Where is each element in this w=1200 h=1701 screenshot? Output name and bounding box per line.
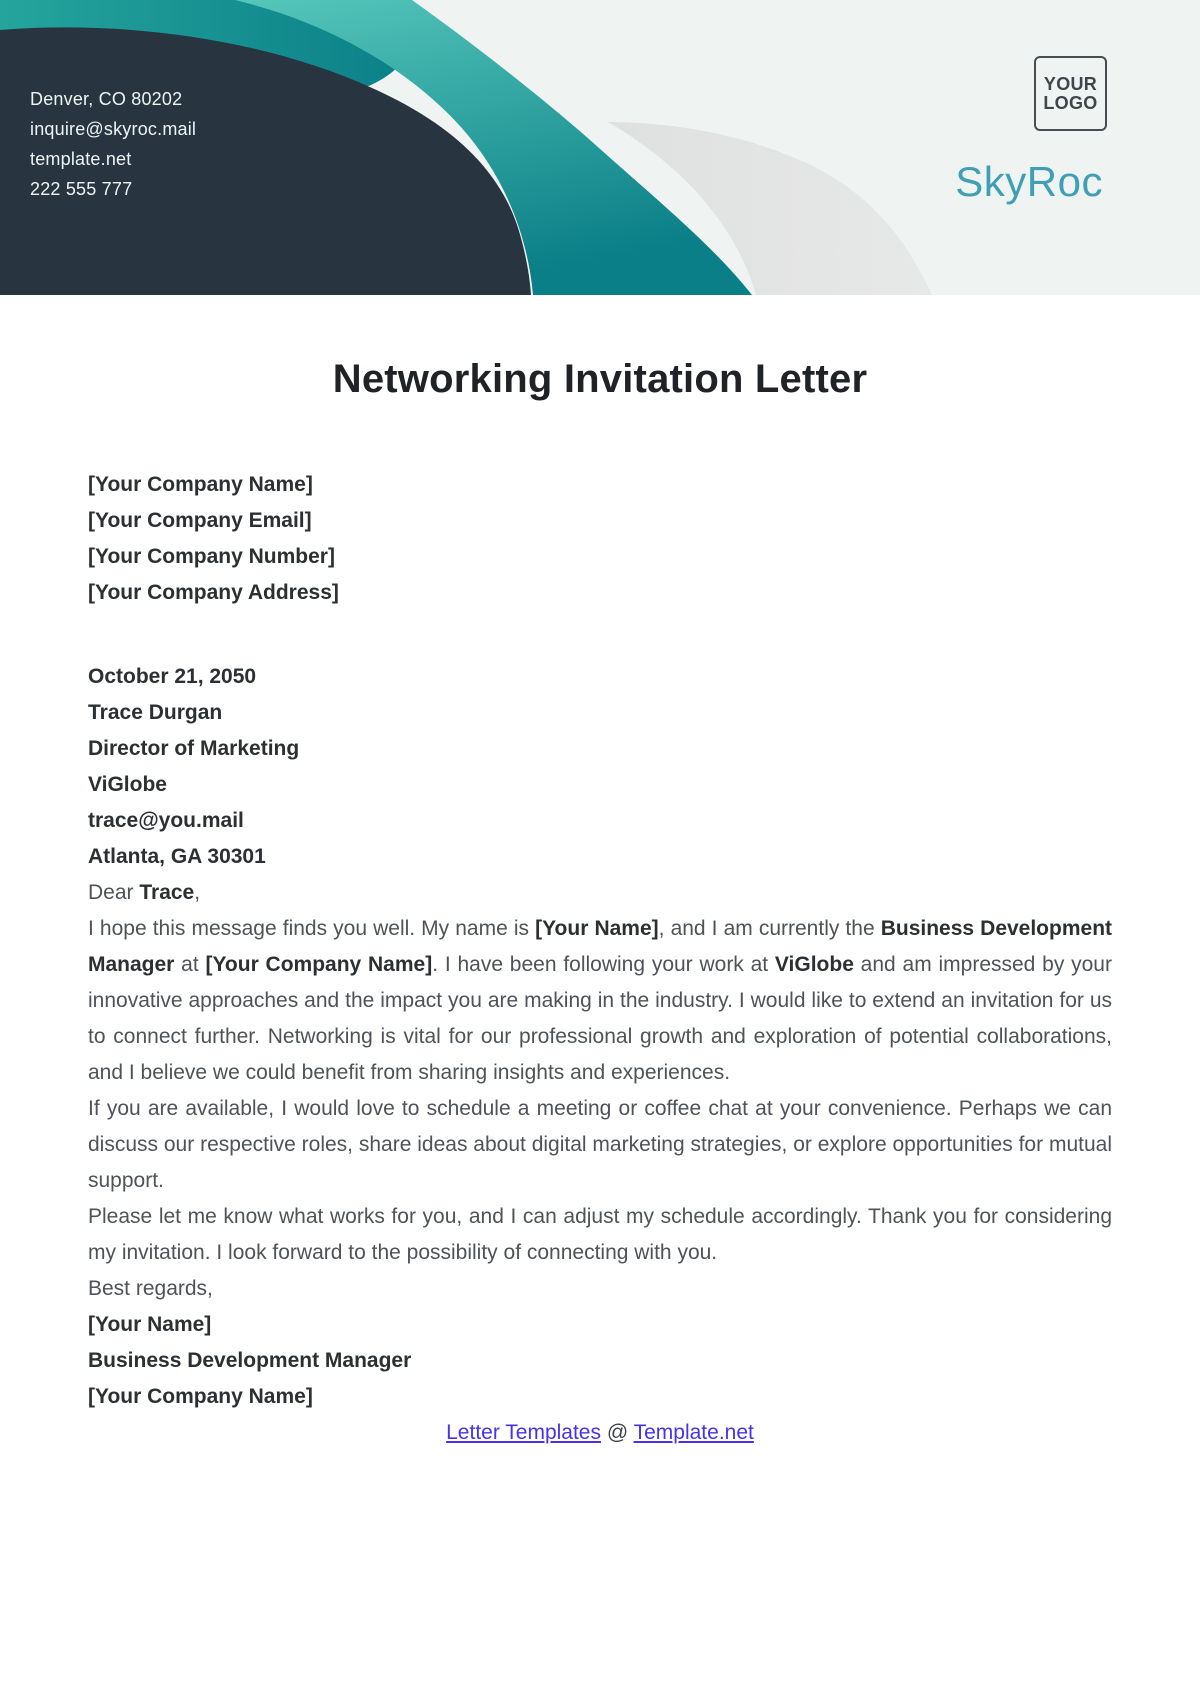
signature-name: [Your Name] [88, 1313, 212, 1336]
signature-job-title: Business Development Manager [88, 1349, 412, 1372]
contact-phone: 222 555 777 [30, 179, 133, 199]
closing: Best regards, [88, 1277, 213, 1300]
recipient-job-title: Director of Marketing [88, 737, 300, 760]
contact-email: inquire@skyroc.mail [30, 119, 197, 139]
letterhead-contact-info [30, 84, 196, 204]
footer-link-template-net[interactable]: Template.net [633, 1421, 754, 1444]
letterhead [0, 0, 1200, 295]
sender-block [88, 467, 1112, 611]
contact-address: Denver, CO 80202 [30, 89, 183, 109]
page-title: Networking Invitation Letter [332, 357, 868, 401]
date-recipient-block [88, 659, 1112, 875]
brand-name: SkyRoc [955, 158, 1103, 205]
logo-text-line2: LOGO [1043, 92, 1098, 113]
footer-separator: @ [601, 1421, 634, 1444]
paragraph-schedule: Please let me know what works for you, and I can adjust my schedule accordingly. Thank you for considering my invitation. I look forward to the possibility of connecting with you. [88, 1205, 1112, 1264]
recipient-address: Atlanta, GA 30301 [88, 845, 266, 868]
recipient-email: trace@you.mail [88, 809, 244, 832]
salutation: Dear Trace, [88, 881, 201, 904]
sender-company-email: [Your Company Email] [88, 509, 312, 532]
footer-credit [88, 1415, 1112, 1451]
contact-website: template.net [30, 149, 132, 169]
logo-text-line1: YOUR [1043, 73, 1098, 94]
logo-placeholder [1034, 56, 1107, 131]
paragraph-introduction: I hope this message finds you well. My name is [Your Name], and I am currently the Business Development Manager at [Your Company Name]. I have been following your work at ViGlobe and am impressed by your innovative approaches and the impact you are making in the industry. I would like to extend an invitation for us to connect further. Networking is vital for our professional growth and exploration of potential collaborations, and I believe we could benefit from sharing insights and experiences. [88, 917, 1113, 1084]
footer-link-letter-templates[interactable]: Letter Templates [446, 1421, 601, 1444]
signature-company: [Your Company Name] [88, 1385, 313, 1408]
letter-body [0, 355, 1200, 1451]
recipient-company: ViGlobe [88, 773, 167, 796]
sender-company-number: [Your Company Number] [88, 545, 335, 568]
letter-date: October 21, 2050 [88, 665, 257, 688]
signature-block [88, 1307, 1112, 1415]
sender-company-name: [Your Company Name] [88, 473, 313, 496]
recipient-name: Trace Durgan [88, 701, 223, 724]
sender-company-address: [Your Company Address] [88, 581, 339, 604]
paragraph-meeting-proposal: If you are available, I would love to schedule a meeting or coffee chat at your convenience. Perhaps we can discuss our respective roles, share ideas about digital marketing strategies, or explore opportunities for mutual support. [88, 1097, 1112, 1192]
